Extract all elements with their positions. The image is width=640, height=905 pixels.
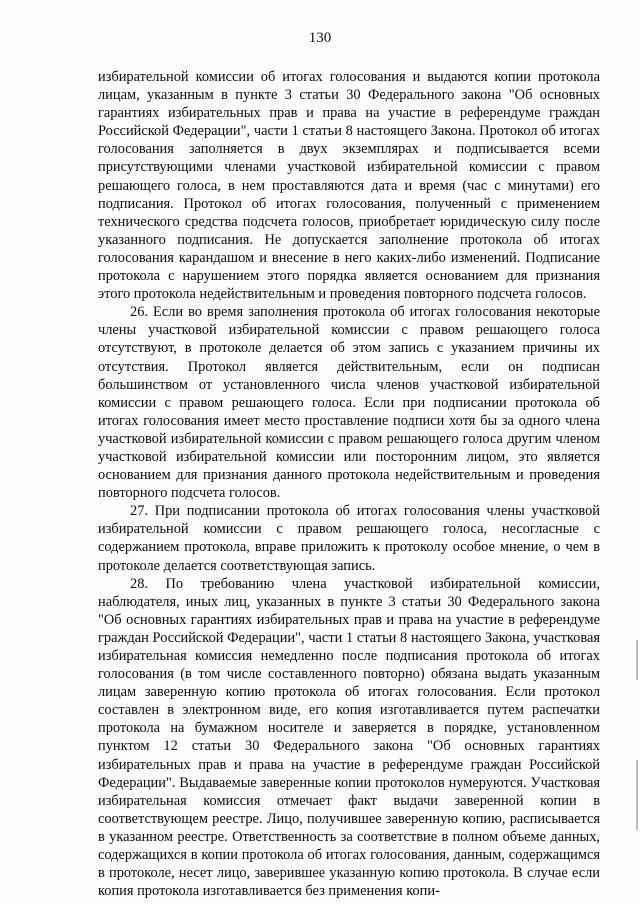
page-number: 130 — [308, 30, 332, 46]
paragraph-continued: избирательной комиссии об итогах голосования и выдаются копии протокола лицам, указанным в пункте 3 статьи 30 Федерального закона "Об основных гарантиях избирательных прав и права на участие в референдуме граждан Российской Федерации", части 1 статьи 8 настоящего Закона. Протокол об итогах голосования заполняется в двух экземплярах и подписывается всеми присутствующими членами участковой избирательной комиссии с правом решающего голоса, в нем проставляются дата и время (час с минутами) его подписания. Протокол об итогах голосования, полученный с применением технического средства подсчета голосов, приобретает юридическую силу после указанного подписания. Не допускается заполнение протокола об итогах голосования карандашом и внесение в него каких-либо изменений. Подписание протокола с нарушением этого порядка является основанием для признания этого протокола недействительным и проведения повторного подсчета голосов. — [98, 69, 600, 303]
paragraph-item-28: 28. По требованию члена участковой избирательной комиссии, наблюдателя, иных лиц, указанных в пункте 3 статьи 30 Федерального закона "Об основных гарантиях избирательных прав и права на участие в референдуме граждан Российской Федерации", части 1 статьи 8 настоящего Закона, участковая избирательная комиссия немедленно после подписания протокола об итогах голосования (в том числе составленного повторно) обязана выдать указанным лицам заверенную копию протокола об итогах голосования. Если протокол составлен в электронном виде, его копия изготавливается путем распечатки протокола на бумажном носителе и заверяется в порядке, установленном пунктом 12 статьи 30 Федерального закона "Об основных гарантиях избирательных прав и права на участие в референдуме граждан Российской Федерации". Выдаваемые заверенные копии протоколов нумеруются. Участковая избирательная комиссия отмечает факт выдачи заверенной копии в соответствующем реестре. Лицо, получившее заверенную копию, расписывается в указанном реестре. Ответственность за соответствие в полном объеме данных, содержащихся в копии протокола об итогах голосования, данным, содержащимся в протоколе, несет лицо, заверившее указанную копию протокола. В случае если копия протокола изготавливается без применения копи- — [98, 575, 600, 900]
paragraph-item-26: 26. Если во время заполнения протокола об итогах голосования некоторые члены участковой избирательной комиссии с правом решающего голоса отсутствуют, в протоколе делается об этом запись с указанием причины их отсутствия. Протокол является действительным, если он подписан большинством от установленного числа членов участковой избирательной комиссии с правом решающего голоса. Если при подписании протокола об итогах голосования имеет место проставление подписи хотя бы за одного члена участковой избирательной комиссии с правом решающего голоса другим членом участковой избирательной комиссии или посторонним лицом, это является основанием для признания данного протокола недействительным и проведения повторного подсчета голосов. — [98, 304, 600, 502]
document-body — [98, 68, 600, 900]
scan-edge-mark — [636, 640, 638, 680]
paragraph-item-27: 27. При подписании протокола об итогах голосования члены участковой избирательной комиссии с правом решающего голоса, несогласные с содержанием протокола, вправе приложить к протоколу особое мнение, о чем в протоколе делается соответствующая запись. — [98, 503, 600, 574]
scan-edge-mark — [636, 760, 638, 830]
